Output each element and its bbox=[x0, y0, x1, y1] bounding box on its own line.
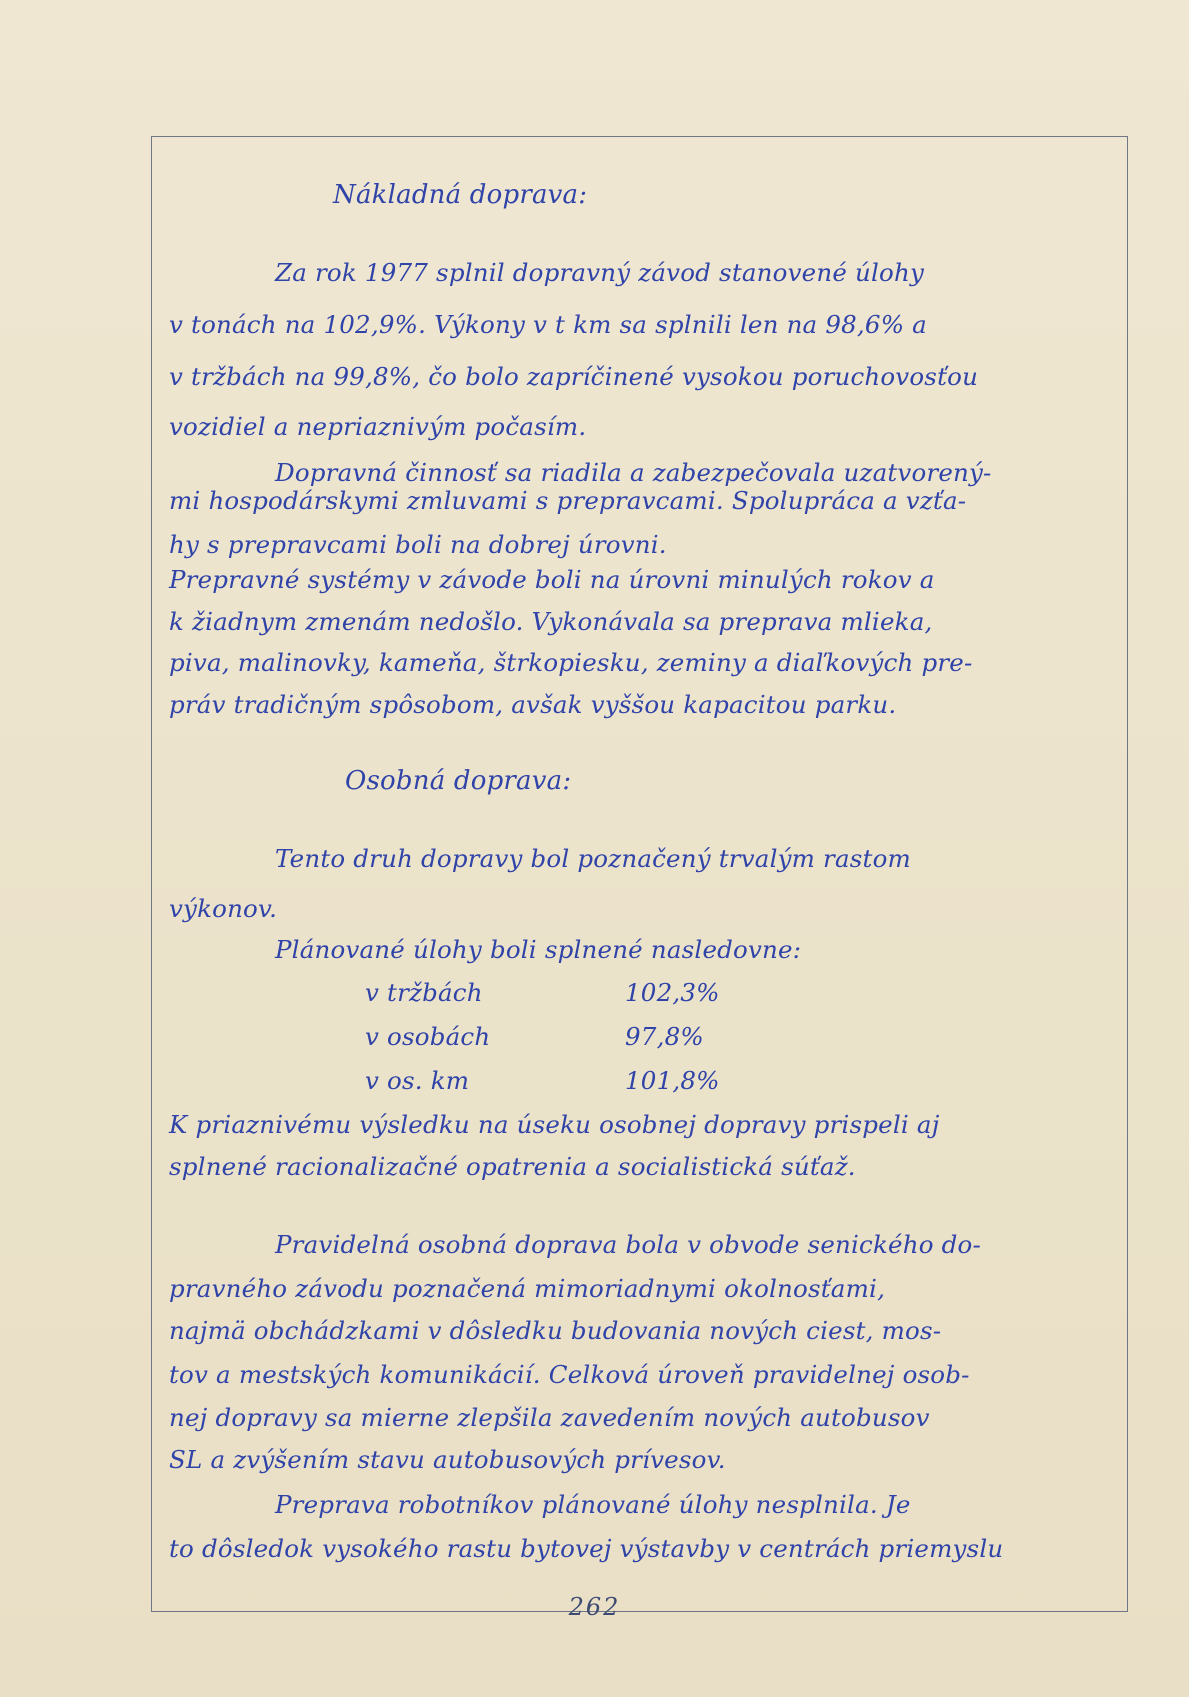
text-line: tov a mestských komunikácií. Celková úroveň pravidelnej osob- bbox=[169, 1360, 970, 1389]
text-line: nej dopravy sa mierne zlepšila zavedením nových autobusov bbox=[169, 1403, 930, 1432]
text-line: Preprava robotníkov plánované úlohy nesplnila. Je bbox=[275, 1490, 911, 1519]
text-line: v tonách na 102,9%. Výkony v t km sa splnili len na 98,6% a bbox=[169, 310, 927, 339]
text-line: Tento druh dopravy bol poznačený trvalým rastom bbox=[275, 844, 911, 873]
stat-value-person-km: 101,8% bbox=[625, 1066, 720, 1095]
text-line: mi hospodárskymi zmluvami s prepravcami. Spolupráca a vzťa- bbox=[169, 486, 967, 515]
text-line: práv tradičným spôsobom, avšak vyššou kapacitou parku. bbox=[169, 690, 897, 719]
page-number: 262 bbox=[568, 1593, 621, 1621]
heading-freight-transport: Nákladná doprava: bbox=[333, 180, 588, 210]
text-line: splnené racionalizačné opatrenia a socialistická súťaž. bbox=[169, 1152, 856, 1181]
text-line: hy s prepravcami boli na dobrej úrovni. bbox=[169, 530, 667, 559]
text-line: SL a zvýšením stavu autobusových prívesov. bbox=[169, 1445, 726, 1474]
text-line: Prepravné systémy v závode boli na úrovni minulých rokov a bbox=[169, 565, 935, 594]
text-line: najmä obchádzkami v dôsledku budovania nových ciest, mos- bbox=[169, 1316, 942, 1345]
text-line: Dopravná činnosť sa riadila a zabezpečovala uzatvorený- bbox=[275, 458, 992, 487]
stat-label-revenue: v tržbách bbox=[365, 978, 483, 1007]
text-line: Za rok 1977 splnil dopravný závod stanovené úlohy bbox=[275, 258, 924, 287]
text-line: vozidiel a nepriaznivým počasím. bbox=[169, 412, 587, 441]
text-line: výkonov. bbox=[169, 894, 278, 923]
text-line: k žiadnym zmenám nedošlo. Vykonávala sa preprava mlieka, bbox=[169, 607, 933, 636]
stat-label-persons: v osobách bbox=[365, 1022, 491, 1051]
text-line: to dôsledok vysokého rastu bytovej výstavby v centrách priemyslu bbox=[169, 1534, 1004, 1563]
stat-label-person-km: v os. km bbox=[365, 1066, 470, 1095]
text-line: v tržbách na 99,8%, čo bolo zapríčinené vysokou poruchovosťou bbox=[169, 362, 979, 391]
text-line: pravného závodu poznačená mimoriadnymi okolnosťami, bbox=[169, 1274, 886, 1303]
text-line: Pravidelná osobná doprava bola v obvode senického do- bbox=[275, 1230, 981, 1259]
stat-value-revenue: 102,3% bbox=[625, 978, 720, 1007]
text-line: piva, malinovky, kameňa, štrkopiesku, zeminy a diaľkových pre- bbox=[169, 648, 973, 677]
text-line: K priaznivému výsledku na úseku osobnej dopravy prispeli aj bbox=[169, 1110, 940, 1139]
stat-value-persons: 97,8% bbox=[625, 1022, 704, 1051]
text-line: Plánované úlohy boli splnené nasledovne: bbox=[275, 935, 802, 964]
handwritten-text-block bbox=[155, 150, 1123, 1605]
heading-passenger-transport: Osobná doprava: bbox=[345, 766, 572, 796]
